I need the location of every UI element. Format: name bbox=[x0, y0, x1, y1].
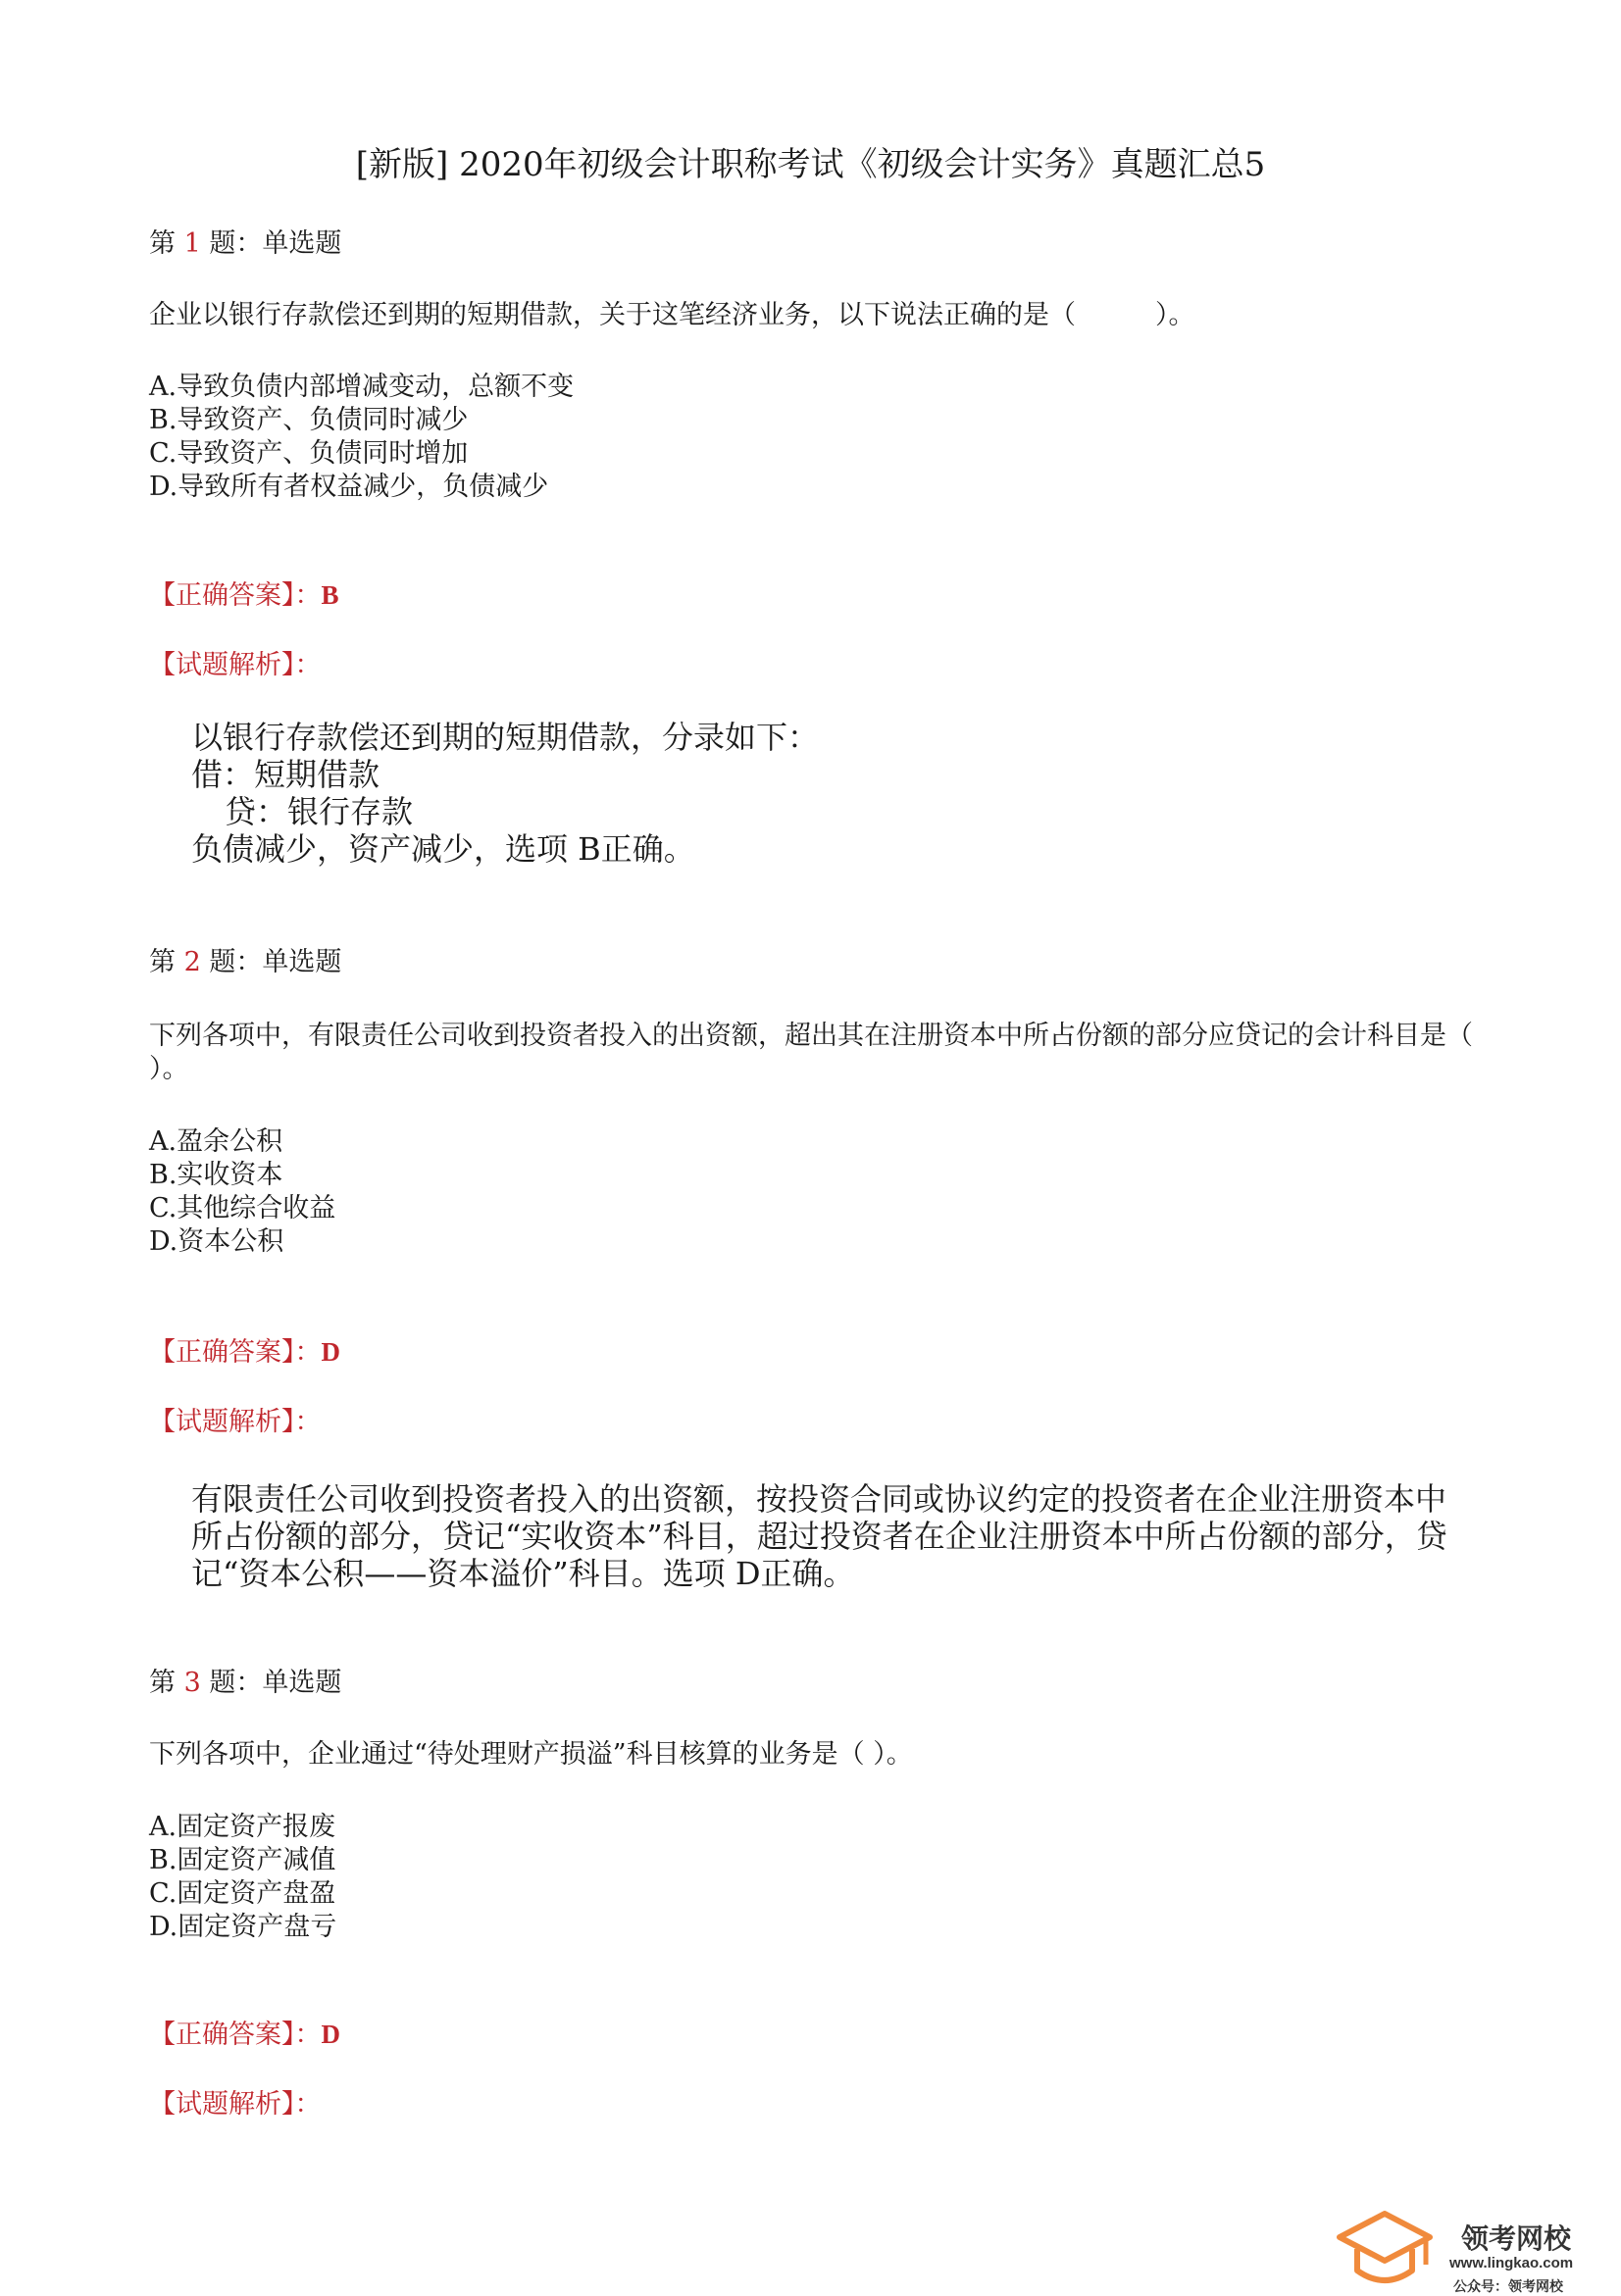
graduation-cap-icon bbox=[1336, 2210, 1434, 2292]
explanation-body bbox=[191, 719, 1476, 868]
answer-line bbox=[149, 1335, 340, 1370]
question-stem: 下列各项中，有限责任公司收到投资者投入的出资额，超出其在注册资本中所占份额的部分应贷记的会计科目是（ ）。 bbox=[149, 1021, 1473, 1084]
question-type: 题：单选题 bbox=[209, 228, 342, 259]
question-prefix: 第 bbox=[149, 947, 176, 977]
brand-public-account: 公众号：领考网校 bbox=[1453, 2278, 1563, 2294]
explanation-line: 有限责任公司收到投资者投入的出资额，按投资合同或协议约定的投资者在企业注册资本中所占份额的部分，贷记“实收资本”科目，超过投资者在企业注册资本中所占份额的部分，贷记“资本公积——资本溢价”科目。选项 D正确。 bbox=[191, 1480, 1447, 1592]
question-number: 2 bbox=[183, 947, 201, 977]
question-number: 3 bbox=[183, 1668, 201, 1698]
option-b: B.导致资产、负债同时减少 bbox=[149, 405, 469, 435]
option-b: B.固定资产减值 bbox=[149, 1845, 336, 1875]
answer-label: 【正确答案】： bbox=[149, 1337, 322, 1368]
question-header bbox=[149, 227, 341, 261]
option-a: A.导致负债内部增减变动，总额不变 bbox=[149, 372, 575, 402]
option-a: A.盈余公积 bbox=[149, 1126, 283, 1157]
option-a: A.固定资产报废 bbox=[149, 1812, 336, 1842]
explanation-line: 以银行存款偿还到期的短期借款，分录如下： bbox=[191, 719, 820, 756]
answer-value: D bbox=[321, 1337, 340, 1367]
explanation-line: 借：短期借款 bbox=[191, 756, 380, 793]
explanation-label: 【试题解析】： bbox=[149, 1407, 322, 1437]
answer-value: B bbox=[321, 580, 339, 610]
question-stem: 下列各项中，企业通过“待处理财产损溢”科目核算的业务是（ ）。 bbox=[149, 1739, 913, 1770]
option-d: D.资本公积 bbox=[149, 1226, 284, 1257]
answer-line bbox=[149, 2018, 340, 2052]
option-d: D.导致所有者权益减少，负债减少 bbox=[149, 472, 549, 502]
answer-label: 【正确答案】： bbox=[149, 2020, 322, 2050]
brand-name: 领考网校 bbox=[1461, 2223, 1572, 2254]
question-type: 题：单选题 bbox=[209, 947, 342, 977]
option-d: D.固定资产盘亏 bbox=[149, 1912, 337, 1942]
document-title: [新版] 2020年初级会计职称考试《初级会计实务》真题汇总5 bbox=[355, 145, 1266, 184]
question-prefix: 第 bbox=[149, 1668, 176, 1698]
option-c: C.其他综合收益 bbox=[149, 1193, 336, 1223]
explanation-line: 负债减少，资产减少，选项 B正确。 bbox=[191, 830, 695, 868]
brand-watermark bbox=[1336, 2206, 1591, 2292]
question-header bbox=[149, 1667, 341, 1700]
explanation-label: 【试题解析】： bbox=[149, 2089, 322, 2120]
option-c: C.固定资产盘盈 bbox=[149, 1878, 336, 1909]
answer-value: D bbox=[321, 2020, 340, 2049]
option-c: C.导致资产、负债同时增加 bbox=[149, 438, 469, 469]
option-b: B.实收资本 bbox=[149, 1160, 283, 1190]
explanation-line: 贷：银行存款 bbox=[225, 793, 414, 830]
question-stem: 企业以银行存款偿还到期的短期借款，关于这笔经济业务，以下说法正确的是（ ）。 bbox=[149, 300, 1195, 330]
brand-url: www.lingkao.com bbox=[1449, 2255, 1574, 2271]
question-number: 1 bbox=[183, 228, 201, 259]
question-type: 题：单选题 bbox=[209, 1668, 342, 1698]
explanation-label: 【试题解析】： bbox=[149, 650, 322, 680]
answer-line bbox=[149, 578, 339, 613]
question-prefix: 第 bbox=[149, 228, 176, 259]
answer-label: 【正确答案】： bbox=[149, 580, 322, 611]
explanation-body bbox=[191, 1480, 1476, 1592]
question-header bbox=[149, 946, 341, 979]
